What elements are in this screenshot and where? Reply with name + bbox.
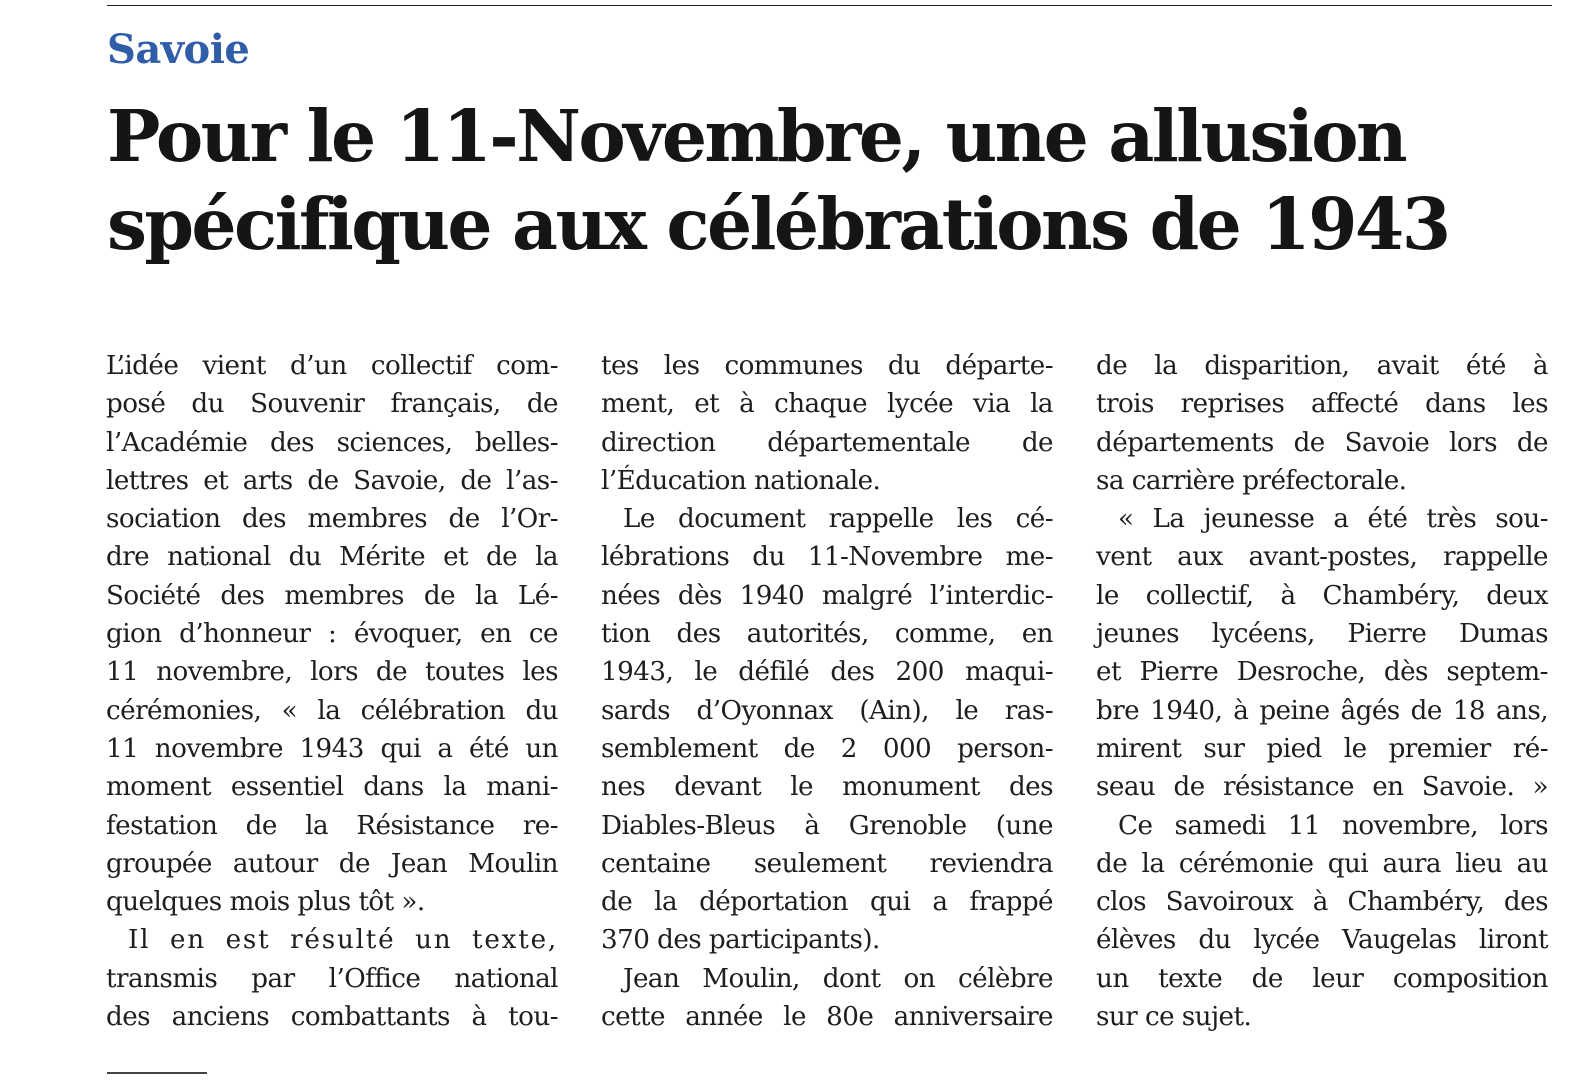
text-line: vent aux avant-postes, rappelle [1096,542,1548,573]
text-line: l’Éducation nationale. [601,465,881,496]
text-line: et Pierre Desroche, dès septem- [1096,657,1548,688]
text-line: jeunes lycéens, Pierre Dumas [1096,619,1548,650]
text-line: direction départementale de [601,427,1053,458]
text-line: cérémonies, « la célébration du [106,695,558,726]
text-line: centaine seulement reviendra [601,848,1053,879]
text-line: 11 novembre 1943 qui a été un [106,733,558,764]
text-line: transmis par l’Office national [106,963,558,994]
text-line: de la cérémonie qui aura lieu au [1096,848,1548,879]
text-line: un texte de leur composition [1096,963,1548,994]
text-line: mirent sur pied le premier ré- [1096,733,1548,764]
text-line: nées dès 1940 malgré l’interdic- [601,580,1053,611]
text-line: Diables-Bleus à Grenoble (une [601,810,1053,841]
text-line: quelques mois plus tôt ». [106,887,425,918]
text-line: de la disparition, avait été à [1096,351,1548,381]
text-line: élèves du lycée Vaugelas liront [1096,925,1548,956]
article-column-3 [1096,347,1548,1036]
text-line: L’idée vient d’un collectif com- [106,351,558,381]
article-column-2 [601,347,1053,1036]
text-line: Le document rappelle les cé- [623,504,1053,535]
text-line: gion d’honneur : évoquer, en ce [106,619,558,650]
text-line: des anciens combattants à tou- [106,1002,558,1033]
text-line: sa carrière préfectorale. [1096,465,1407,496]
text-line: seau de résistance en Savoie. » [1096,772,1548,803]
text-line: tes les communes du départe- [601,351,1053,381]
text-line: clos Savoiroux à Chambéry, des [1096,887,1548,918]
text-line: bre 1940, à peine âgés de 18 ans, [1096,695,1548,726]
text-line: posé du Souvenir français, de [106,389,558,420]
text-line: cette année le 80e anniversaire [601,1002,1053,1033]
text-line: ment, et à chaque lycée via la [601,389,1053,420]
section-label: Savoie [107,26,250,73]
headline [107,92,1567,268]
text-line: groupée autour de Jean Moulin [106,848,558,879]
text-line: semblement de 2 000 person- [601,733,1053,764]
text-line: Jean Moulin, dont on célèbre [623,963,1053,994]
text-line: 1943, le défilé des 200 maqui- [601,657,1053,688]
text-line: le collectif, à Chambéry, deux [1096,580,1548,611]
text-line: sards d’Oyonnax (Ain), le ras- [601,695,1053,726]
bottom-rule [107,1072,207,1074]
text-line: dre national du Mérite et de la [106,542,558,573]
text-line: tion des autorités, comme, en [601,619,1053,650]
text-line: lébrations du 11-Novembre me- [601,542,1053,573]
headline-line-2: spécifique aux célébrations de 1943 [107,182,1449,266]
text-line: nes devant le monument des [601,772,1053,803]
text-line: lettres et arts de Savoie, de l’as- [106,465,558,496]
text-line: trois reprises affecté dans les [1096,389,1548,420]
top-rule [107,5,1552,6]
text-line: festation de la Résistance re- [106,810,558,841]
text-line: l’Académie des sciences, belles- [106,427,558,458]
text-line: départements de Savoie lors de [1096,427,1548,458]
text-line: « La jeunesse a été très sou- [1118,504,1548,535]
text-line: de la déportation qui a frappé [601,887,1053,918]
text-line: Il en est résulté un texte, [128,925,558,956]
text-line: sociation des membres de l’Or- [106,504,558,535]
text-line: Ce samedi 11 novembre, lors [1118,810,1548,841]
text-line: 11 novembre, lors de toutes les [106,657,558,688]
text-line: 370 des participants). [601,925,880,956]
text-line: sur ce sujet. [1096,1002,1252,1033]
headline-line-1: Pour le 11-Novembre, une allusion [107,94,1406,178]
text-line: Société des membres de la Lé- [106,580,558,611]
text-line: moment essentiel dans la mani- [106,772,558,803]
article-column-1 [106,347,558,1036]
